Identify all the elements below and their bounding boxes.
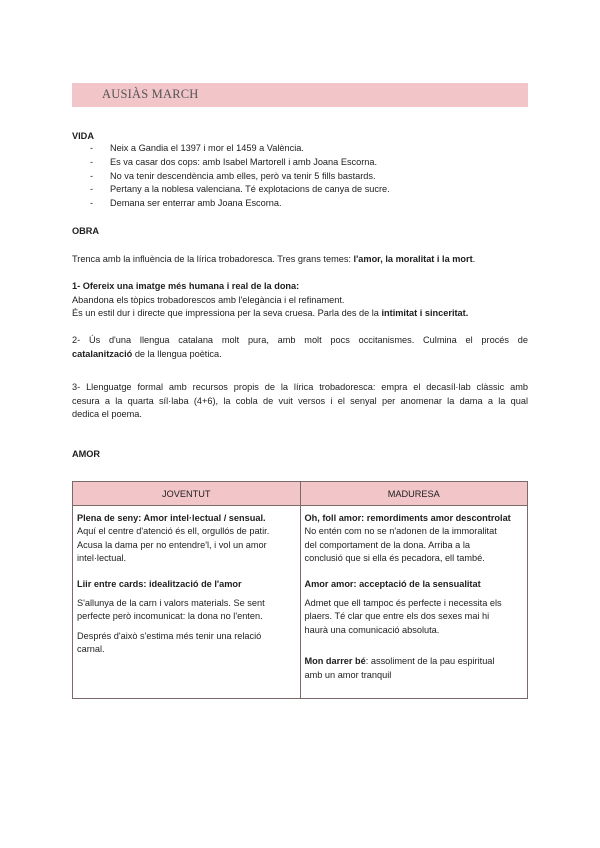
maduresa-block-2: Amor amor: acceptació de la sensualitat Admet que ell tampoc és perfecte i necessita els plaers. Té clar que entre els dos sexes mai hi haurà una comunicació absoluta. — [304, 578, 502, 635]
obra-point-1: 1- Ofereix una imatge més humana i real de la dona: Abandona els tòpics trobadorescos amb l'elegància i el refinament. És un estil dur i directe que impressiona per la seva cruesa. Parla des de la intimitat i sinceritat. — [72, 281, 469, 319]
vida-list — [72, 142, 390, 211]
table-row — [73, 506, 528, 699]
column-header-joventut: JOVENTUT — [73, 482, 301, 506]
obra-point-3: 3- Llenguatge formal amb recursos propis de la lírica trobadoresca: empra el decasíl·lab clàssic amb cesura a la quarta síl·laba (4+6), la cobla de vuit versos i el senyal per anomenar la dama a la qual dedica el poema. — [72, 382, 528, 420]
maduresa-block-3: Mon darrer bé: assoliment de la pau espiritual amb un amor tranquil — [304, 656, 495, 680]
amor-heading: AMOR — [72, 449, 101, 459]
column-header-maduresa: MADURESA — [300, 482, 528, 506]
joventut-cell — [73, 506, 301, 699]
table-header-row — [73, 482, 528, 506]
obra-intro: Trenca amb la influència de la lírica trobadoresca. Tres grans temes: l'amor, la moralitat i la mort. — [72, 254, 476, 264]
maduresa-block-1: Oh, foll amor: remordiments amor descontrolat No entén com no se n'adonen de la immoralitat del comportament de la dona. Arriba a la conclusió que si ella és pecadora, ell també. — [304, 513, 511, 564]
obra-point-2: 2- Ús d'una llengua catalana molt pura, amb molt pocs occitanismes. Culmina el procés de catalanització de la llengua poètica. — [72, 335, 528, 359]
obra-heading: OBRA — [72, 226, 100, 236]
list-item: - No va tenir descendència amb elles, però va tenir 5 fills bastards. — [90, 170, 376, 181]
joventut-block-2: Liir entre cards: idealització de l'amor S'allunya de la carn i valors materials. Se sent perfecte però incomunicat: la dona no l'enten. Després d'això s'estima més tenir una relació carnal. — [77, 578, 265, 655]
amor-table — [72, 481, 528, 699]
vida-heading: VIDA — [72, 131, 94, 141]
list-item: - Es va casar dos cops: amb Isabel Martorell i amb Joana Escorna. — [90, 156, 378, 167]
list-item: - Pertany a la noblesa valenciana. Té explotacions de canya de sucre. — [90, 184, 390, 195]
list-item: - Neix a Gandia el 1397 i mor el 1459 a València. — [90, 143, 304, 153]
joventut-block-1: Plena de seny: Amor intel·lectual / sensual. Aquí el centre d'atenció és ell, orgullós de patir. Acusa la dama per no entendre'l, i vol un amor intel·lectual. — [77, 513, 270, 564]
maduresa-cell — [300, 506, 528, 699]
page-title: AUSIÀS MARCH — [102, 87, 199, 101]
list-item: - Demana ser enterrar amb Joana Escorna. — [90, 198, 282, 209]
title-banner — [72, 83, 528, 107]
